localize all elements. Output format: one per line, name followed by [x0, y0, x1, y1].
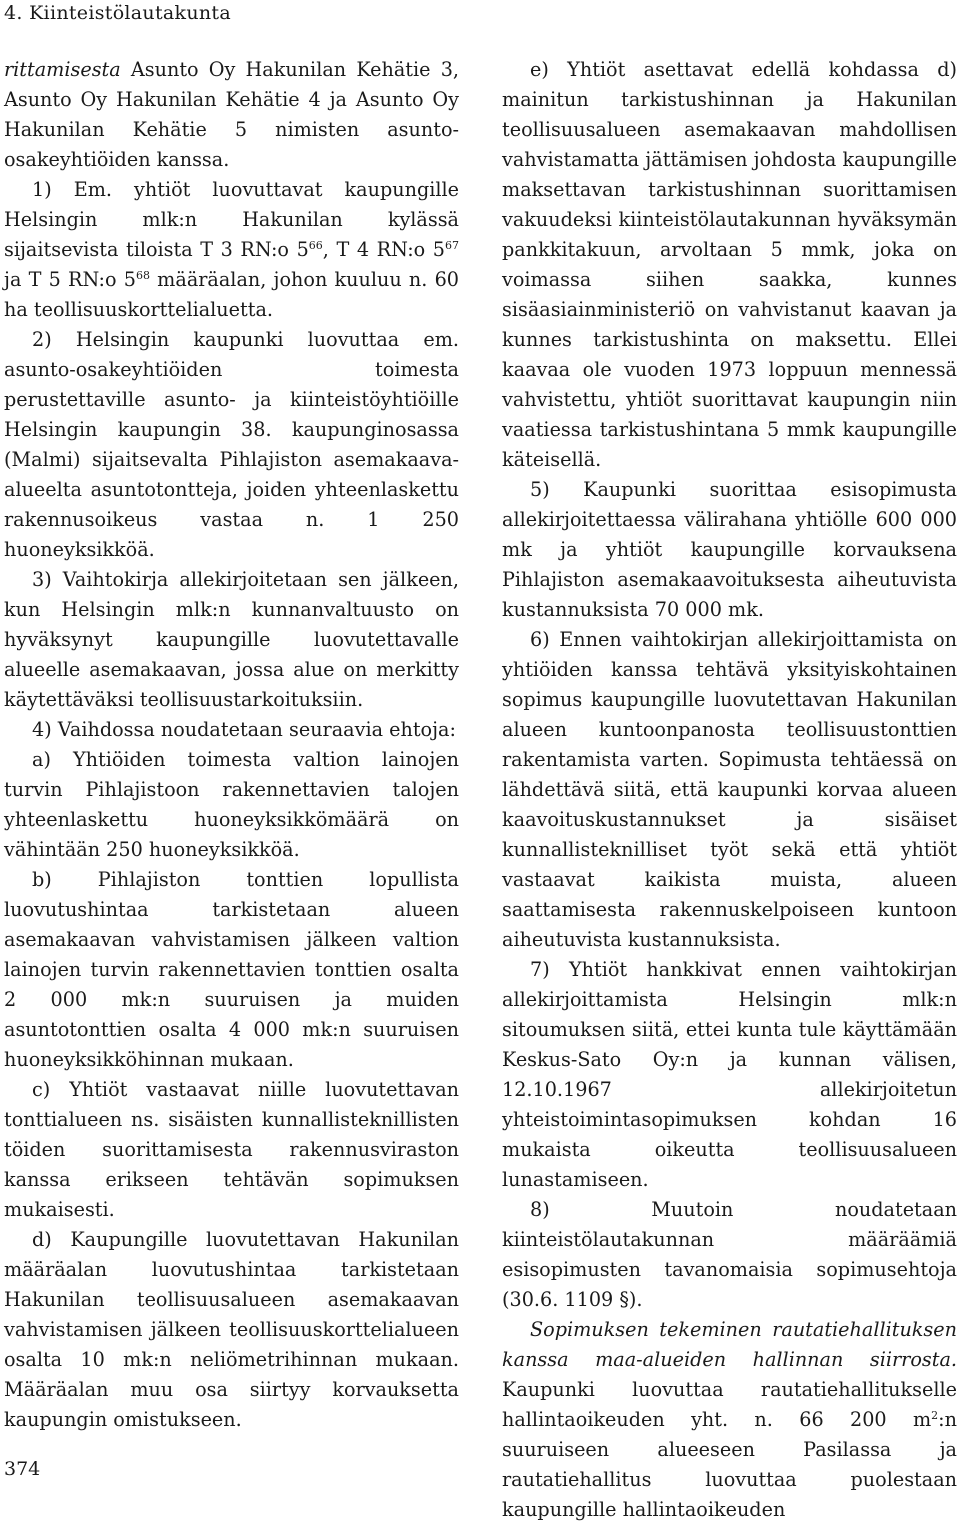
page-number: 374 [4, 1458, 41, 1480]
running-header: 4. Kiinteistölautakunta [4, 2, 231, 24]
paragraph-7: 7) Yhtiöt hankkivat ennen vaihtokirjan allekirjoittamista Helsingin mlk:n sitoumuksen siitä, ettei kunta tule käyttämään Keskus-Sato Oy:n ja kunnan välisen, 12.10.1967 allekirjoitetun yhteistoimintasopimuksen kohdan 16 mukaista oikeutta teollisuusalueen lunastamiseen. [502, 958, 957, 1191]
paragraph-a: a) Yhtiöiden toimesta valtion lainojen turvin Pihlajistoon rakennettavien talojen yhteenlaskettu huoneyksikkömäärä on vähintään 250 huoneyksikköä. [4, 748, 459, 861]
paragraph-4: 4) Vaihdossa noudatetaan seuraavia ehtoja: [32, 718, 456, 741]
paragraph-b: b) Pihlajiston tonttien lopullista luovutushintaa tarkistetaan alueen asemakaavan vahvistamisen jälkeen valtion lainojen turvin rakennettavien tonttien osalta 2 000 mk:n suuruisen ja muiden asuntotonttien osalta 4 000 mk:n suuruisen huoneyksikköhinnan mukaan. [4, 868, 459, 1071]
paragraph-6: 6) Ennen vaihtokirjan allekirjoittamista on yhtiöiden kanssa tehtävä yksityiskohtainen sopimus kaupungille luovutettavan Hakunilan alueen kuntoonpanosta teollisuustonttien rakentamista varten. Sopimusta tehtäessä on lähdettävä siitä, että kaupunki korvaa alueen kaavoituskustannukset ja sisäiset kunnallisteknilliset työt sekä että yhtiöt vastaavat kaikista muista, alueen saattamisesta rakennuskelpoiseen kuntoon aiheutuvista kustannuksista. [502, 628, 957, 951]
italic-heading: Sopimuksen tekeminen rautatiehallituksen kanssa maa-alueiden hallinnan siirrosta. [502, 1318, 957, 1371]
paragraph-9: Sopimuksen tekeminen rautatiehallituksen kanssa maa-alueiden hallinnan siirrosta. Kaupunki luovuttaa rautatiehallitukselle hallintaoikeuden yht. n. 66 200 $m^2:n$ suuruiseen alueeseen Pasilassa ja rautatiehallitus luovuttaa puolestaan kaupungille hallintaoikeuden [502, 1318, 957, 1521]
paragraph-e: e) Yhtiöt asettavat edellä kohdassa d) mainitun tarkistushinnan ja Hakunilan teollisuusalueen asemakaavan mahdollisen vahvistamatta jättämisen johdosta kaupungille maksettavan tarkistushinnan suorittamisen vakuudeksi kiinteistölautakunnan hyväksymän pankkitakuun, arvoltaan 5 mmk, joka on voimassa siihen saakka, kunnes sisäasiainministeriö on vahvistanut kaavan ja kunnes tarkistushinta on maksettu. Ellei kaavaa ole vuoden 1973 loppuun mennessä vahvistettu, yhtiöt suorittavat kaupungin niin vaatiessa tarkistushintana 5 mmk kaupungille käteisellä. [502, 58, 957, 471]
left-column [4, 55, 459, 1435]
paragraph-2: 2) Helsingin kaupunki luovuttaa em. asunto-osakeyhtiöiden toimesta perustettaville asunto- ja kiinteistöyhtiöille Helsingin kaupungin 38. kaupunginosassa (Malmi) sijaitsevalta Pihlajiston asemakaava-alueelta asuntotontteja, joiden yhteenlaskettu rakennusoikeus vastaa n. 1 250 huoneyksikköä. [4, 328, 459, 561]
paragraph-1: 1) Em. yhtiöt luovuttavat kaupungille Helsingin mlk:n Hakunilan kylässä sijaitsevista tiloista T 3 RN:o $5^{66}$, T 4 RN:o $5^{67}$ ja T 5 RN:o $5^{68}$ määräalan, johon kuuluu n. 60 ha teollisuuskorttelialuetta. [4, 178, 460, 321]
paragraph-8: 8) Muutoin noudatetaan kiinteistölautakunnan määräämiä esisopimusten tavanomaisia sopimusehtoja (30.6. 1109 §). [502, 1198, 957, 1311]
italic-lead: rittamisesta [4, 58, 121, 81]
paragraph-d: d) Kaupungille luovutettavan Hakunilan määräalan luovutushintaa tarkistetaan Hakunilan teollisuusalueen asemakaavan vahvistamisen jälkeen teollisuuskorttelialueen osalta 10 mk:n neliömetrihinnan mukaan. Määräalan muu osa siirtyy korvauksetta kaupungin omistukseen. [4, 1228, 459, 1431]
paragraph-3: 3) Vaihtokirja allekirjoitetaan sen jälkeen, kun Helsingin mlk:n kunnanvaltuusto on hyväksynyt kaupungille luovutettavalle alueelle asemakaavan, jossa alue on merkitty käytettäväksi teollisuustarkoituksiin. [4, 568, 459, 711]
paragraph-c: c) Yhtiöt vastaavat niille luovutettavan tonttialueen ns. sisäisten kunnallisteknillisten töiden suorittamisesta rakennusviraston kanssa erikseen tehtävän sopimuksen mukaisesti. [4, 1078, 459, 1221]
paragraph-intro: rittamisesta Asunto Oy Hakunilan Kehätie 3, Asunto Oy Hakunilan Kehätie 4 ja Asunto Oy Hakunilan Kehätie 5 nimisten asunto-osakeyhtiöiden kanssa. [4, 58, 459, 171]
right-column [502, 55, 957, 1525]
paragraph-5: 5) Kaupunki suorittaa esisopimusta allekirjoitettaessa välirahana yhtiölle 600 000 mk ja yhtiöt kaupungille korvauksena Pihlajiston asemakaavoituksesta aiheutuvista kustannuksista 70 000 mk. [502, 478, 957, 621]
